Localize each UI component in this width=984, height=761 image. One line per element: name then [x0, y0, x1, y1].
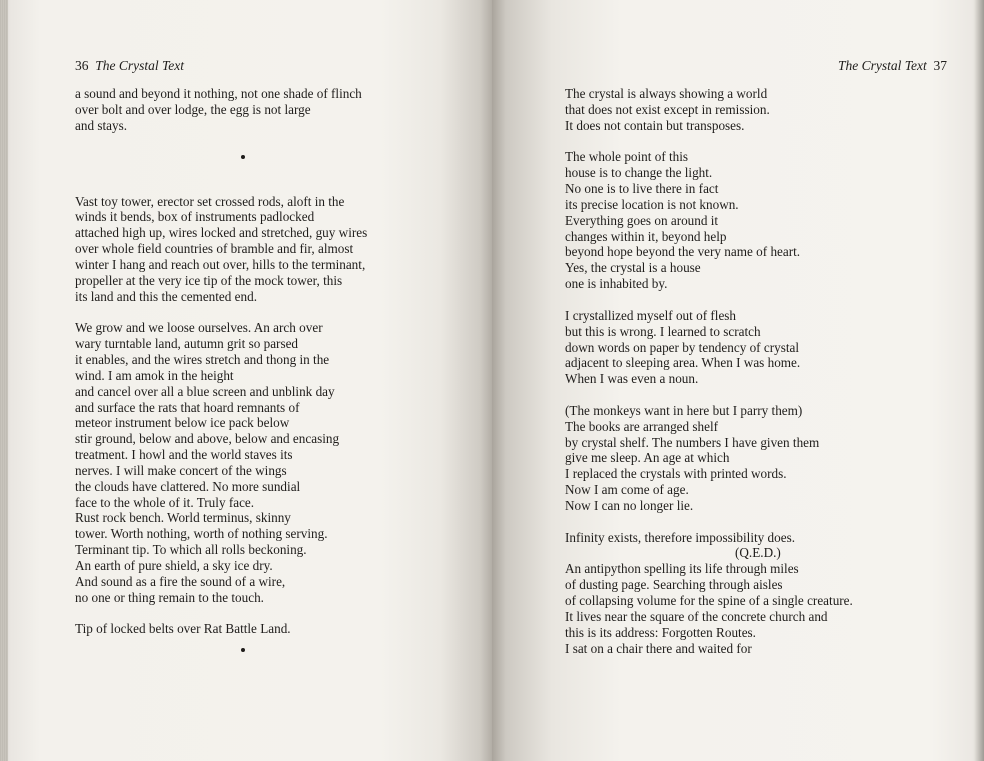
poem-line: of dusting page. Searching through aisles [565, 577, 783, 593]
poem-stanza [565, 308, 853, 387]
poem-stanza [565, 86, 853, 134]
poem-line: An earth of pure shield, a sky ice dry. [75, 557, 273, 573]
left-page-text [75, 86, 367, 652]
poem-line: and cancel over all a blue screen and unblink day [75, 383, 335, 399]
poem-line: The books are arranged shelf [565, 418, 719, 434]
poem-line: the clouds have clattered. No more sundial [75, 478, 301, 494]
poem-line: wind. I am amok in the height [75, 367, 234, 383]
poem-stanza [75, 320, 367, 605]
poem-line: down words on paper by tendency of crystal [565, 339, 800, 355]
poem-line: Now I can no longer lie. [565, 497, 694, 513]
poem-line: It does not contain but transposes. [565, 117, 745, 133]
poem-line: of collapsing volume for the spine of a single creature. [565, 593, 853, 608]
poem-line: An antipython spelling its life through miles [565, 561, 799, 577]
poem-line: I sat on a chair there and waited for [565, 640, 752, 656]
poem-line: its land and this the cemented end. [75, 288, 258, 304]
poem-line: stir ground, below and above, below and encasing [75, 431, 340, 447]
poem-line: Vast toy tower, erector set crossed rods, aloft in the [75, 193, 345, 209]
poem-line: I crystallized myself out of flesh [565, 307, 737, 323]
poem-line: changes within it, beyond help [565, 228, 727, 244]
right-running-head [838, 58, 947, 74]
poem-line: The whole point of this [565, 149, 689, 165]
poem-line: Infinity exists, therefore impossibility does. [565, 529, 796, 545]
poem-line: by crystal shelf. The numbers I have given them [565, 434, 820, 450]
right-running-title: The Crystal Text [837, 58, 927, 73]
poem-line: tower. Worth nothing, worth of nothing serving. [75, 526, 328, 542]
poem-line: no one or thing remain to the touch. [75, 589, 264, 605]
poem-line: Tip of locked belts over Rat Battle Land. [75, 621, 291, 637]
right-page-number: 37 [933, 58, 947, 73]
poem-line: face to the whole of it. Truly face. [75, 494, 255, 510]
page-edges [0, 0, 8, 761]
poem-stanza [565, 403, 853, 514]
poem-stanza [75, 621, 367, 637]
poem-line: Everything goes on around it [565, 212, 719, 228]
poem-line: one is inhabited by. [565, 276, 668, 292]
poem-line: (The monkeys want in here but I parry them) [565, 402, 803, 418]
poem-line: Terminant tip. To which all rolls beckoning. [75, 542, 307, 558]
poem-line: over whole field countries of bramble and fir, almost [75, 241, 354, 257]
poem-line: The crystal is always showing a world [565, 86, 768, 101]
poem-stanza [565, 530, 853, 657]
poem-stanza [75, 194, 367, 305]
poem-line: Now I am come of age. [565, 482, 689, 498]
left-running-title: The Crystal Text [95, 58, 185, 73]
left-page-number: 36 [75, 58, 89, 73]
poem-line: And sound as a fire the sound of a wire, [75, 573, 286, 589]
poem-line: house is to change the light. [565, 165, 713, 181]
qed-line: (Q.E.D.) [735, 545, 781, 561]
poem-line: and surface the rats that hoard remnants of [75, 399, 300, 415]
poem-line: but this is wrong. I learned to scratch [565, 323, 761, 339]
poem-line: winter I hang and reach out over, hills to the terminant, [75, 256, 366, 272]
poem-line: its precise location is not known. [565, 196, 739, 212]
poem-line: it enables, and the wires stretch and thong in the [75, 351, 330, 367]
poem-line: adjacent to sleeping area. When I was home. [565, 355, 801, 371]
poem-line: It lives near the square of the concrete church and [565, 608, 828, 624]
poem-line: that does not exist except in remission. [565, 101, 770, 117]
poem-line: wary turntable land, autumn grit so parsed [75, 336, 299, 352]
poem-line: nerves. I will make concert of the wings [75, 462, 287, 478]
poem-line: treatment. I howl and the world staves its [75, 447, 293, 463]
poem-line: give me sleep. An age at which [565, 450, 730, 466]
poem-line: Rust rock bench. World terminus, skinny [75, 510, 291, 526]
poem-line: I replaced the crystals with printed words. [565, 466, 787, 482]
left-running-head [75, 58, 184, 74]
poem-line: and stays. [75, 117, 128, 133]
poem-line: No one is to live there in fact [565, 181, 719, 197]
poem-line: beyond hope beyond the very name of heart. [565, 244, 801, 260]
right-page-text [565, 86, 853, 656]
page-edges [974, 0, 984, 761]
poem-line: this is its address: Forgotten Routes. [565, 624, 756, 640]
poem-line: attached high up, wires locked and stretched, guy wires [75, 225, 368, 241]
poem-line: a sound and beyond it nothing, not one shade of flinch [75, 86, 362, 101]
poem-line: Yes, the crystal is a house [565, 260, 701, 276]
poem-line: meteor instrument below ice pack below [75, 415, 290, 431]
poem-line: over bolt and over lodge, the egg is not large [75, 101, 311, 117]
poem-stanza [565, 149, 853, 292]
poem-line: When I was even a noun. [565, 371, 699, 387]
right-page [492, 0, 984, 761]
poem-line: winds it bends, box of instruments padlocked [75, 209, 315, 225]
poem-line: We grow and we loose ourselves. An arch over [75, 320, 323, 336]
poem-line: propeller at the very ice tip of the mock tower, this [75, 272, 343, 288]
section-break-bullet [241, 648, 245, 652]
poem-stanza [75, 86, 367, 134]
